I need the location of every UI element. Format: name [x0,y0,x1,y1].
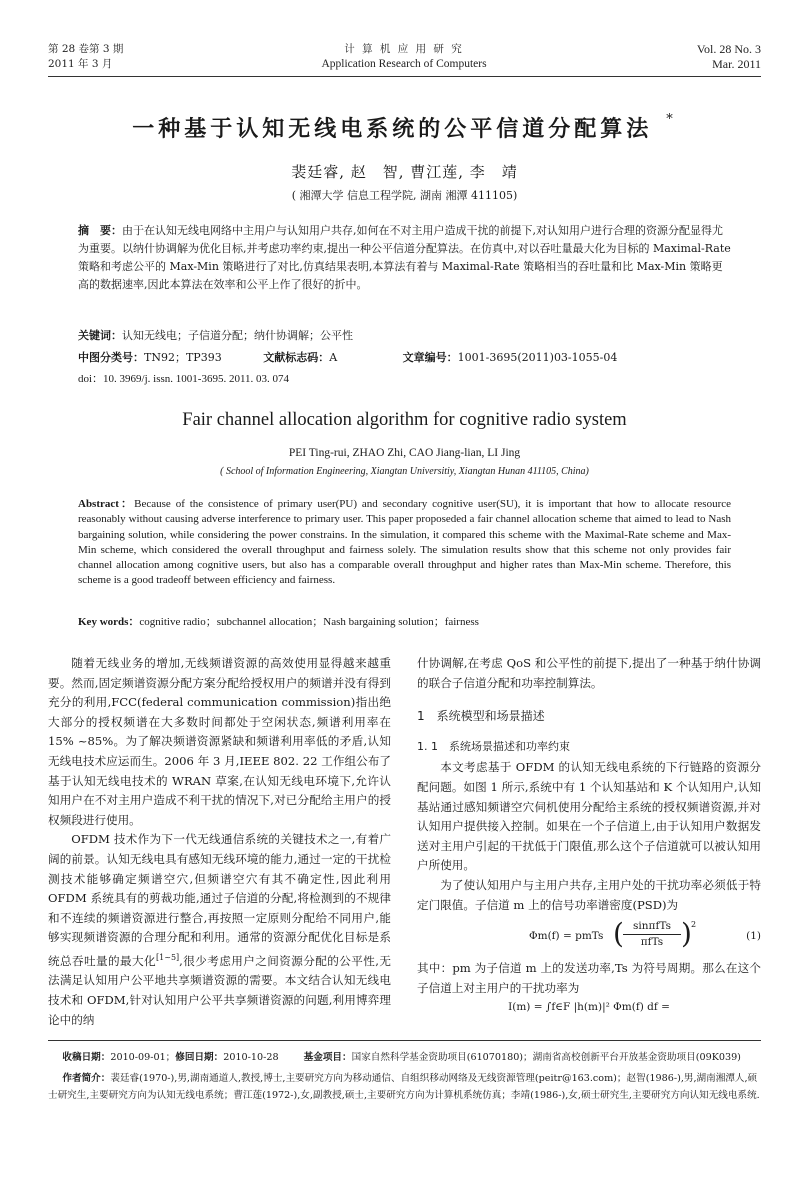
header-rule [48,76,761,77]
intro-paragraph-2 [48,830,391,1030]
issue-date: 2011 年 3 月 [48,58,113,70]
eq1-number: (1) [746,930,761,943]
footnote-biography [48,1070,761,1105]
body-left-column [48,654,391,1030]
doc-code-value: A [329,351,338,364]
title-footnote-mark: * [666,112,677,127]
authors-en: PEI Ting-rui, ZHAO Zhi, CAO Jiang-lian, LI Jing [288,447,521,459]
paper-title-cn [0,112,809,143]
article-no-label: 文章编号： [402,351,458,364]
abstract-cn-label: 摘 要： [78,224,122,237]
keywords-en-text: cognitive radio；subchannel allocation；Nash bargaining solution；fairness [139,616,479,628]
model-paragraph-2: 为了使认知用户与主用户共存,主用户处的干扰功率必须低于特定门限值。子信道 m 上的信号功率谱密度(PSD)为 [417,877,761,912]
intro-paragraph-2-tail: ,很少考虑用户之间资源分配的公平性,无法满足认知用户公平地共享频谱资源的需要。本文结合认知无线电技术和 OFDM,针对认知用户公平共享频谱资源的问题,利用博弈理论中的纳 [48,953,391,1027]
model-paragraph-3: 其中：pm 为子信道 m 上的发送功率,Ts 为符号周期。那么在这个子信道上对主用户的干扰功率为 [417,961,761,995]
keywords-cn-text: 认知无线电；子信道分配；纳什协调解；公平性 [122,329,353,342]
affiliation-en: ( School of Information Engineering, Xiangtan Universitiy, Xiangtan Hunan 411105, China) [220,466,589,477]
footnote-rule [48,1040,761,1041]
biography-label: 作者简介： [62,1072,111,1084]
volume-en: Vol. 28 No. 3 [696,42,761,56]
abstract-en-text: Because of the consistence of primary user(PU) and secondary cognitive user(SU), it is important that how to allocate resource reasonably without causing adverse interference to primary user. This paper proposeded a fair channel allocation scheme that aimed to lead to Nash bargaining solution, while considering the power constrains. In the simulation, it compared this scheme with the Maximal-Rate scheme and Max-Min scheme, which considered the overall throughput and fairness solely. The simulation results show that this scheme not only provides fair channel allocation among cognitive users, but also has a comparable overall throughput and higher rates than Max-Min scheme. Therefore, this scheme is a good tradeoff between efficiency and fairness. [78,498,731,587]
classification-line [78,349,731,367]
revised-label: 修回日期： [175,1052,224,1063]
journal-issue [48,42,123,72]
fund-label: 基金项目： [303,1052,352,1063]
abstract-en [78,497,731,589]
keywords-cn-label: 关键词： [78,329,122,342]
revised-date: 2010-10-28 [223,1052,279,1063]
abstract-en-label: Abstract： [78,498,135,510]
equation-1 [417,917,761,957]
journal-name-en: Application Research of Computers [321,58,487,70]
clc-value: TN92；TP393 [144,351,222,364]
eq1-fraction [623,919,681,950]
article-no-value: 1001-3695(2011)03-1055-04 [457,351,618,364]
biography-text: 裴廷睿(1970-),男,湖南通道人,教授,博士,主要研究方向为移动通信、自组织移动网络及无线资源管理(peitr@163.com)；赵智(1986-),男,湖南湘潭人,硕士研究生,主要研究方向为认知无线电系统；曹江莲(1972-),女,副教授,硕士,主要研究方向为计算机系统仿真；李靖(1986-),女,硕士研究生,主要研究方向认知无线电系统. [48,1072,760,1101]
eq1-denominator: πfTs [640,936,664,949]
footnotes [48,1049,761,1105]
section-1-1-heading: 1. 1 系统场景描述和功率约束 [417,739,570,753]
journal-name [254,42,554,72]
clc-label: 中图分类号： [78,351,144,364]
issue-volume: 第 28 卷第 3 期 [48,43,124,55]
body-right-column [417,654,761,1018]
intro-continuation: 什协调解,在考虑 QoS 和公平性的前提下,提出了一种基于纳什协调的联合子信道分配和功率控制算法。 [417,656,761,690]
received-date: 2010-09-01； [110,1052,176,1063]
keywords-en [78,613,731,629]
journal-name-cn: 计 算 机 应 用 研 究 [344,43,464,55]
fund-text: 国家自然科学基金资助项目(61070180)；湖南省高校创新平台开放基金资助项目(09K039) [351,1052,741,1063]
equation-2: I(m) = ∫f∈F |h(m)|² Φm(f) df = [508,1001,670,1014]
intro-paragraph-1: 随着无线业务的增加,无线频谱资源的高效使用显得越来越重要。然而,固定频谱资源分配方案分配给授权用户的频谱并没有得到充分的利用,FCC(federal communication commission)指出绝大部分的授权频谱在大多数时间都处于空闲状态,频谱利用率在 15% ~85%。为了解决频谱资源紧缺和频谱利用率低的矛盾,认知无线电技术应运而生。2006 年 3 月,IEEE 802. 22 工作组公布了基于认知无线电技术的 WRAN 草案,在认知无线电环境下,允许认知用户在不对主用户造成不利干扰的情况下,对已分配给主用户的授权频段进行使用。 [48,656,391,827]
eq1-lhs: Φm(f) = pmTs [529,930,604,943]
model-paragraph-1: 本文考虑基于 OFDM 的认知无线电系统的下行链路的资源分配问题。如图 1 所示,系统中有 1 个认知基站和 K 个认知用户,认知基站通过感知频谱空穴伺机使用分配给主系统的授权频谱资源,并对认知用户提供接入控制。如果在一个子信道上,由于认知用户数据发送对主用户引起的干扰低于门限值,那么这个子信道就可以被认知用户所使用。 [417,760,761,873]
keywords-en-label: Key words： [78,616,140,628]
date-en: Mar. 2011 [712,57,761,71]
citation: [1~5] [156,952,180,962]
authors-cn: 裴廷睿, 赵 智, 曹江莲, 李 靖 [291,163,518,181]
abstract-cn-text: 由于在认知无线电网络中主用户与认知用户共存,如何在不对主用户造成干扰的前提下,对认知用户进行合理的资源分配显得尤为重要。以纳什协调解为优化目标,并考虑功率约束,提出一种公平信道分配算法。在仿真中,对以吞吐量最大化为目标的 Maximal-Rate 策略和考虑公平的 Max-Min 策略进行了对比,仿真结果表明,本算法有着与 Maximal-Rate 策略相当的吞吐量和比 Max-Min 策略更高的数据速率,因此本算法在效率和公平上作了很好的折中。 [78,224,731,291]
section-1-heading: 1 系统模型和场景描述 [417,709,545,724]
abstract-cn [78,222,731,294]
received-label: 收稿日期： [62,1052,111,1063]
eq1-right-paren: ) [681,917,692,951]
eq1-exponent: 2 [691,920,697,930]
intro-paragraph-2-text: OFDM 技术作为下一代无线通信系统的关键技术之一,有着广阔的前景。认知无线电具有感知无线环境的能力,通过一定的干扰检测技术能够确定频谱空穴,但频谱空穴有其不确定性,因此利用 OFDM 系统具有的剪裁功能,通过子信道的分配,将检测到的不规律和不连续的频谱资源进行整合,再按照一定原则分配给不同用户,能够实现频谱资源的合理分配和利用。通常的资源分配优化目标是系统总吞吐量的最大化 [48,832,391,968]
keywords-cn [78,327,731,345]
paper-title-en: Fair channel allocation algorithm for cognitive radio system [182,410,627,430]
journal-volume-en [697,42,761,72]
doi: doi：10. 3969/j. issn. 1001-3695. 2011. 03. 074 [78,373,290,385]
title-text: 一种基于认知无线电系统的公平信道分配算法 [132,116,653,142]
affiliation-cn: ( 湘潭大学 信息工程学院, 湖南 湘潭 411105) [291,189,518,202]
eq1-left-paren: ( [613,917,624,951]
doc-code-label: 文献标志码： [263,351,330,364]
footnote-dates-fund [48,1049,761,1067]
eq1-numerator: sinπfTs [623,919,681,935]
